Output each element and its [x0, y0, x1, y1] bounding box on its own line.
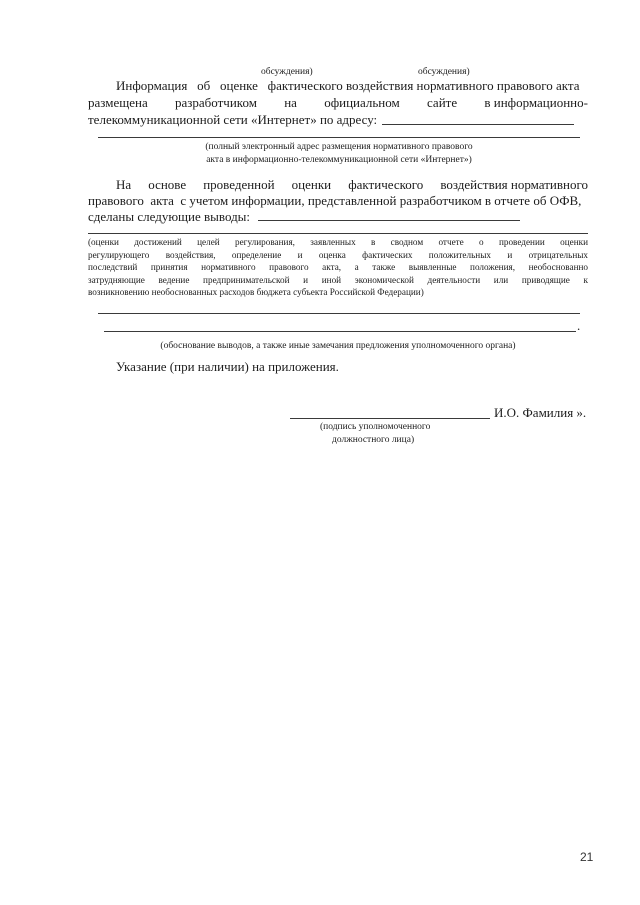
- conclusions-blank-line: [258, 220, 520, 221]
- note-line: последствий принятия нормативного правового акта, а также выявленные положения, необоснованно: [88, 262, 588, 273]
- attachments-note: Указание (при наличии) на приложения.: [116, 359, 339, 374]
- word: на: [284, 95, 297, 110]
- word: разработчиком: [175, 95, 257, 110]
- word: сайте: [427, 95, 458, 110]
- word: размещена: [88, 95, 148, 110]
- info-paragraph-line-1: Информация об оценке фактического воздействия нормативного правового акта: [116, 78, 580, 93]
- word: в информационно-: [484, 95, 588, 110]
- info-paragraph-line-2: [88, 95, 588, 111]
- top-caption-right: обсуждения): [418, 67, 470, 77]
- conclusions-paragraph-line-2: правового акта с учетом информации, представленной разработчиком в отчете об ОФВ,: [88, 193, 582, 208]
- word: оценки: [291, 177, 332, 192]
- conclusions-explanatory-note: [88, 236, 588, 299]
- word: воздействия нормативного: [440, 177, 588, 192]
- signatory-name: И.О. Фамилия ».: [494, 405, 587, 420]
- word: проведенной: [203, 177, 275, 192]
- justification-blank-line-1: [98, 313, 580, 314]
- address-full-blank-line: [98, 137, 580, 138]
- word: основе: [148, 177, 187, 192]
- page-number: 21: [580, 850, 594, 864]
- address-caption-line-1: (полный электронный адрес размещения нормативного правового: [205, 142, 473, 152]
- signature-caption-line-1: (подпись уполномоченного: [320, 422, 431, 432]
- address-caption-line-2: акта в информационно-телекоммуникационной сети «Интернет»): [206, 155, 472, 165]
- note-line: возникновению необоснованных расходов бюджета субъекта Российской Федерации): [88, 287, 424, 298]
- note-line: затрудняющие ведение предпринимательской и иной экономической деятельности или приводящие к: [88, 274, 588, 285]
- justification-caption: (обоснование выводов, а также иные замечания предложения уполномоченного органа): [160, 341, 516, 351]
- signature-caption-line-2: должностного лица): [332, 435, 415, 445]
- top-caption-left: обсуждения): [261, 67, 313, 77]
- justification-line-period: .: [577, 318, 581, 333]
- word: официальном: [324, 95, 400, 110]
- conclusions-paragraph-line-3: сделаны следующие выводы:: [88, 209, 251, 224]
- word: фактического: [348, 177, 424, 192]
- address-blank-line: [382, 124, 574, 125]
- note-line: регулирующего воздействия, определение и оценка фактических положительных и отрицательных: [88, 249, 588, 260]
- signature-blank-line: [290, 418, 490, 419]
- justification-blank-line-2: [104, 331, 576, 332]
- conclusions-full-blank-line: [88, 233, 588, 234]
- info-paragraph-line-3: телекоммуникационной сети «Интернет» по адресу:: [88, 112, 378, 127]
- conclusions-paragraph-line-1: [116, 177, 588, 193]
- word: На: [116, 177, 132, 192]
- note-line: (оценки достижений целей регулирования, заявленных в сводном отчете о проведении оценки: [88, 237, 588, 247]
